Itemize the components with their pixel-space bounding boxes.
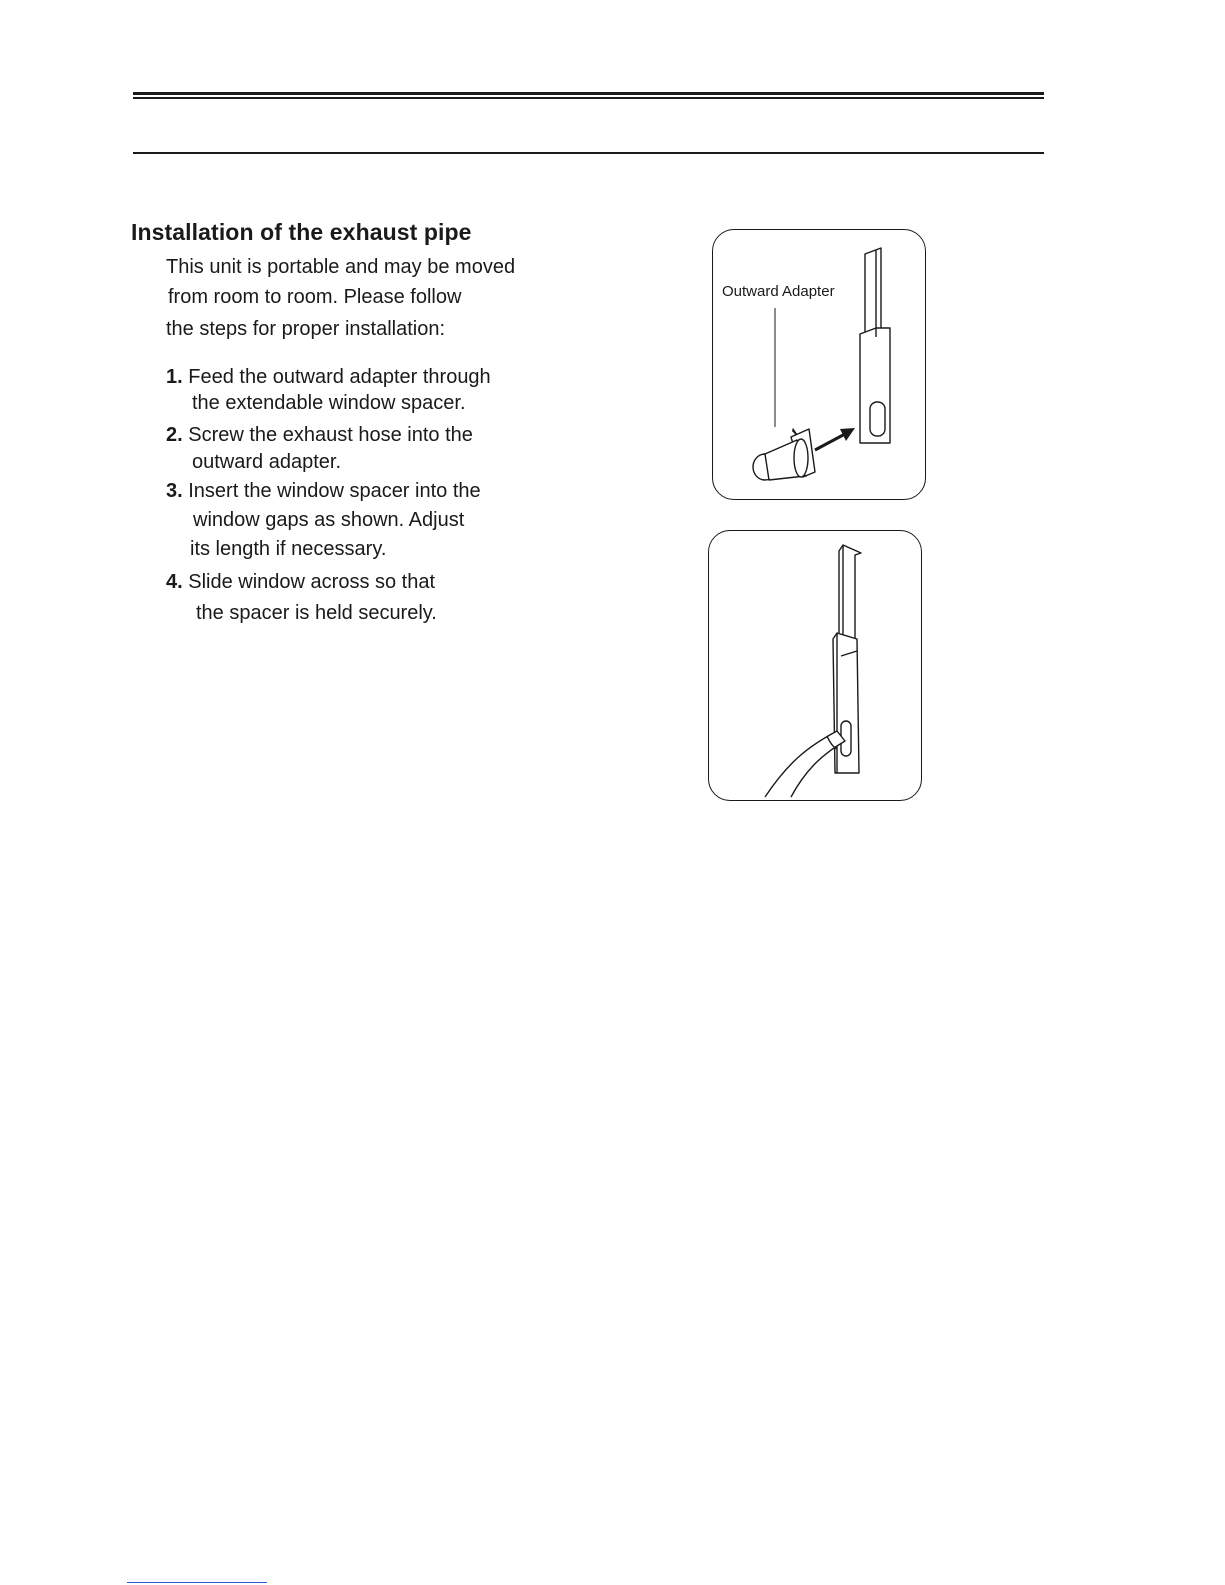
intro-line: This unit is portable and may be moved: [166, 256, 516, 278]
step-text: Slide window across so that: [188, 571, 436, 593]
step-number: 3.: [166, 480, 183, 502]
intro-line: from room to room. Please follow: [168, 286, 462, 308]
installed-illustration: [709, 531, 923, 802]
step-text: window gaps as shown. Adjust: [193, 509, 465, 531]
exhaust-hose-icon: [765, 731, 845, 797]
step-text: the spacer is held securely.: [196, 602, 437, 624]
adapter-illustration: [713, 230, 927, 501]
arrow-icon: [815, 428, 855, 450]
step-text: outward adapter.: [192, 451, 341, 473]
installed-figure: [708, 530, 922, 801]
header-rule: [133, 152, 1044, 154]
section-heading: Installation of the exhaust pipe: [131, 219, 472, 245]
adapter-figure: [712, 229, 926, 500]
step-text: Screw the exhaust hose into the: [188, 424, 473, 446]
step-text: Insert the window spacer into the: [188, 480, 481, 502]
step-text: Feed the outward adapter through: [188, 366, 491, 388]
step-number: 1.: [166, 366, 183, 388]
outward-adapter-label: Outward Adapter: [722, 283, 835, 300]
spacer-opening: [870, 402, 885, 436]
step-text: its length if necessary.: [190, 538, 387, 560]
header-double-rule-top: [133, 92, 1044, 95]
step-number: 4.: [166, 571, 183, 593]
step-number: 2.: [166, 424, 183, 446]
intro-line: the steps for proper installation:: [166, 318, 446, 340]
spacer-upper-panel: [839, 545, 861, 649]
step-text: the extendable window spacer.: [192, 392, 466, 414]
spacer-upper-panel: [865, 248, 881, 340]
footer-link-underline: [127, 1582, 267, 1583]
header-double-rule-bottom: [133, 97, 1044, 99]
